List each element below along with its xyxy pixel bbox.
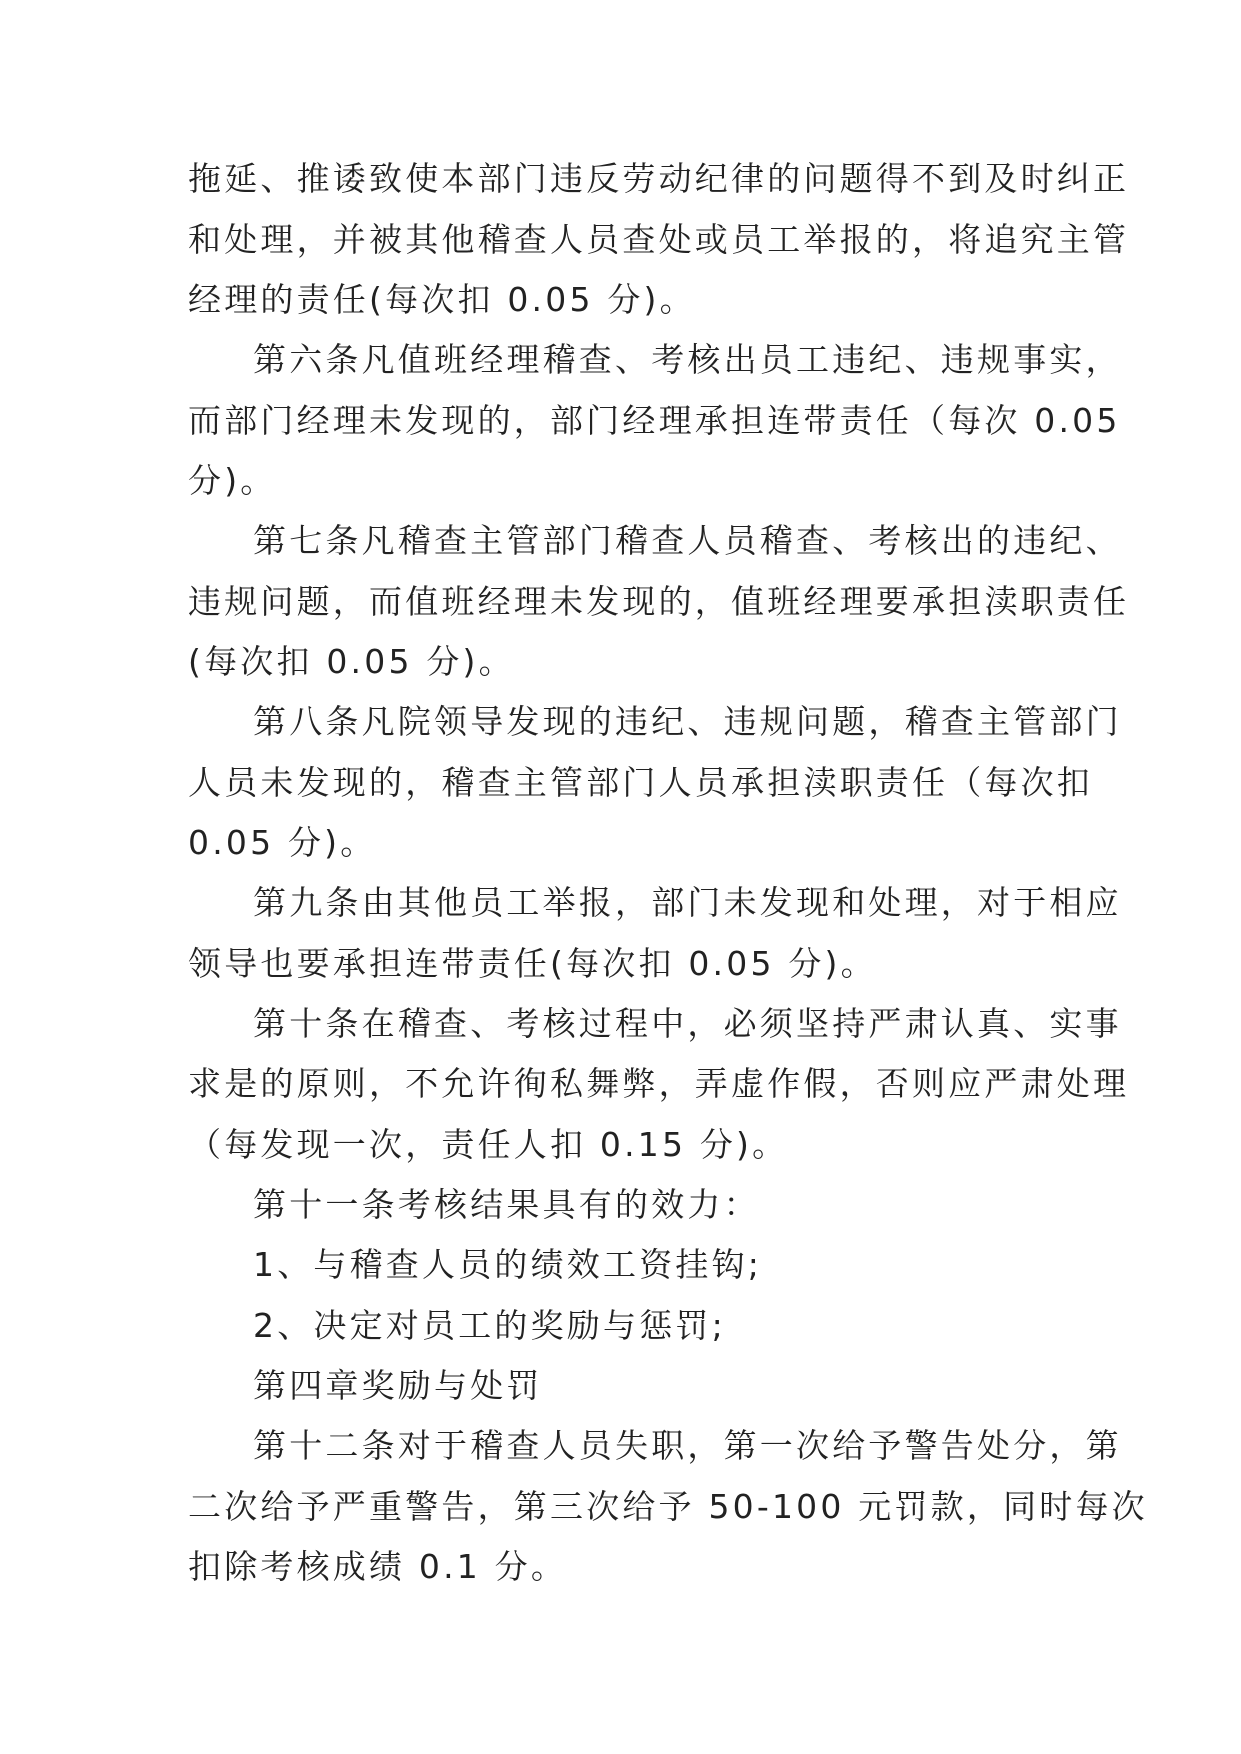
article-6-line-3: 分)。 — [188, 461, 277, 500]
article-7-line-2: 违规问题，而值班经理未发现的，值班经理要承担渎职责任 — [188, 582, 1130, 621]
article-7-line-1: 第七条凡稽查主管部门稽查人员稽查、考核出的违纪、 — [253, 521, 1122, 560]
text-line-1: 拖延、推诿致使本部门违反劳动纪律的问题得不到及时纠正 — [188, 159, 1130, 198]
article-12-line-3: 扣除考核成绩 0.1 分。 — [188, 1547, 568, 1586]
article-10-line-3: （每发现一次，责任人扣 0.15 分)。 — [188, 1125, 789, 1164]
article-8-line-2: 人员未发现的，稽查主管部门人员承担渎职责任（每次扣 — [188, 763, 1093, 802]
article-12-line-2: 二次给予严重警告，第三次给予 50-100 元罚款，同时每次 — [188, 1487, 1148, 1526]
article-12-line-1: 第十二条对于稽查人员失职，第一次给予警告处分，第 — [253, 1426, 1122, 1465]
article-6-line-2: 而部门经理未发现的，部门经理承担连带责任（每次 0.05 — [188, 401, 1121, 440]
article-6-line-1: 第六条凡值班经理稽查、考核出员工违纪、违规事实， — [253, 340, 1122, 379]
text-line-2: 和处理，并被其他稽查人员查处或员工举报的，将追究主管 — [188, 220, 1130, 259]
article-7-line-3: (每次扣 0.05 分)。 — [188, 642, 515, 681]
article-9-line-2: 领导也要承担连带责任(每次扣 0.05 分)。 — [188, 944, 877, 983]
article-11-item-2: 2、决定对员工的奖励与惩罚; — [253, 1306, 726, 1345]
chapter-4-heading: 第四章奖励与处罚 — [253, 1366, 543, 1405]
article-8-line-1: 第八条凡院领导发现的违纪、违规问题，稽查主管部门 — [253, 702, 1122, 741]
article-11-item-1: 1、与稽查人员的绩效工资挂钩; — [253, 1245, 763, 1284]
article-10-line-2: 求是的原则，不允许徇私舞弊，弄虚作假，否则应严肃处理 — [188, 1064, 1130, 1103]
text-line-3: 经理的责任(每次扣 0.05 分)。 — [188, 280, 696, 319]
article-9-line-1: 第九条由其他员工举报，部门未发现和处理，对于相应 — [253, 883, 1122, 922]
article-10-line-1: 第十条在稽查、考核过程中，必须坚持严肃认真、实事 — [253, 1004, 1122, 1043]
article-8-line-3: 0.05 分)。 — [188, 823, 377, 862]
article-11-line-1: 第十一条考核结果具有的效力： — [253, 1185, 760, 1224]
